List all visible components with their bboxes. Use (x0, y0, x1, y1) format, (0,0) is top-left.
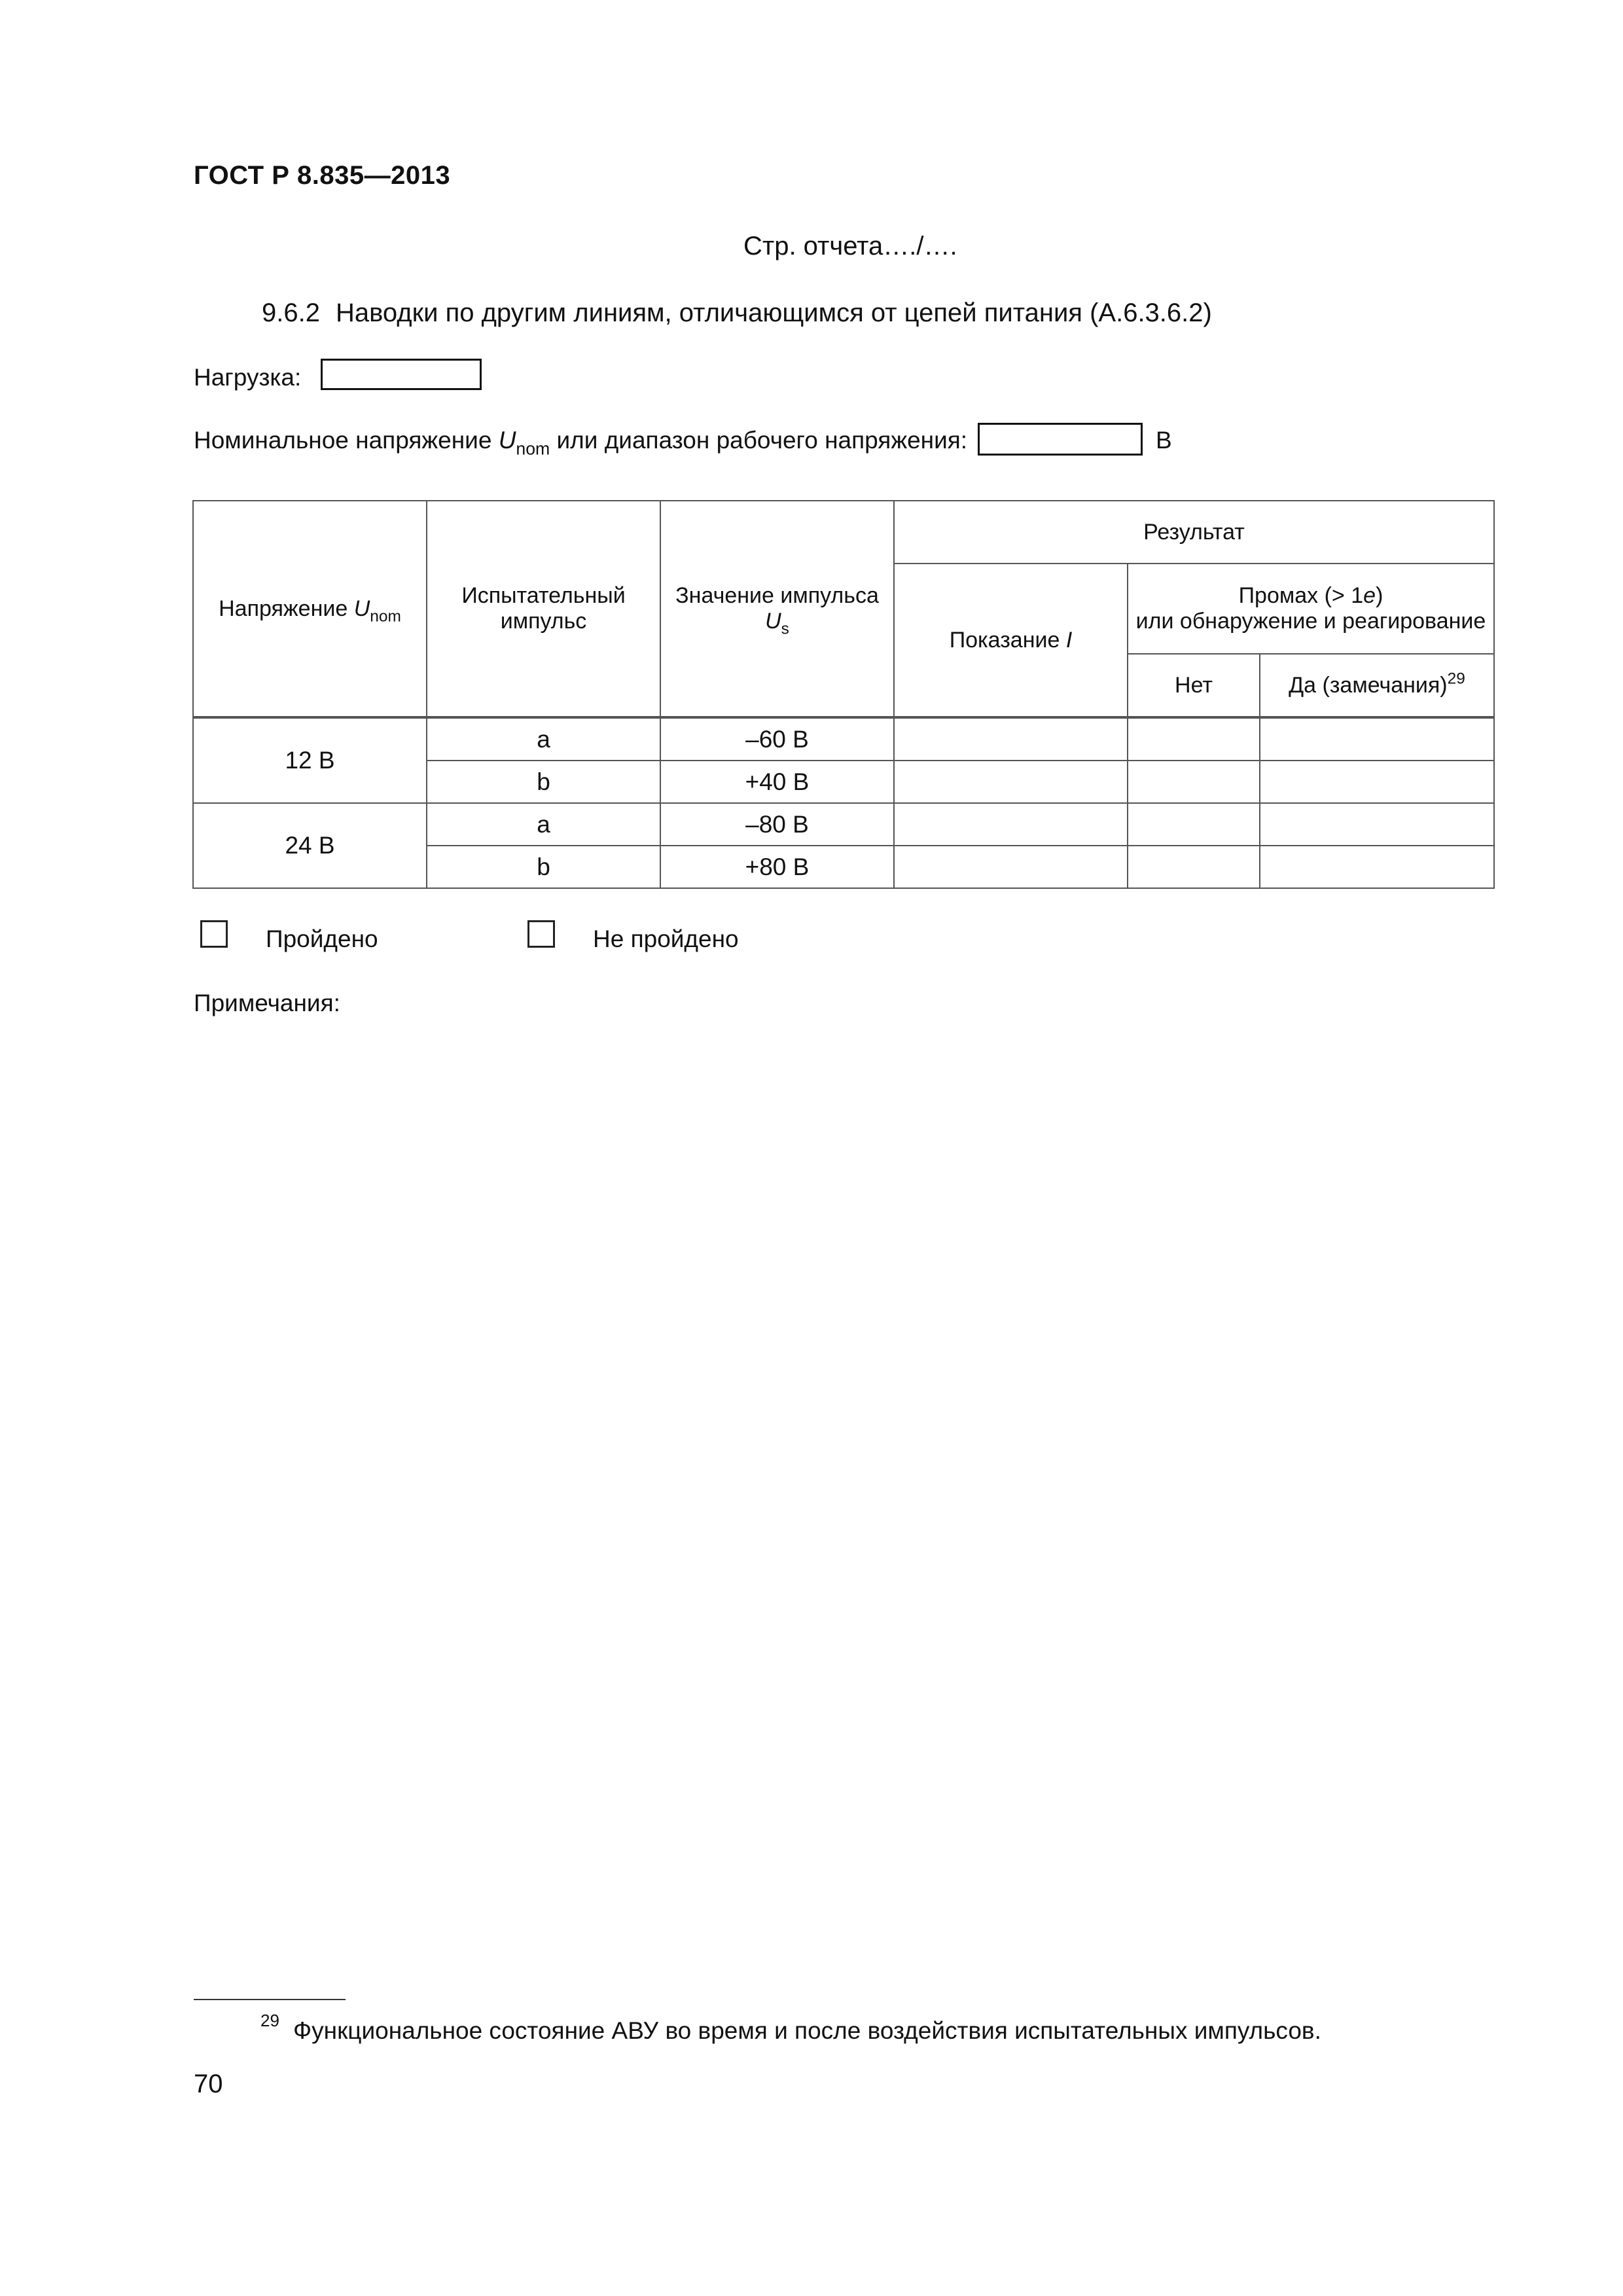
pulse-cell: b (427, 761, 660, 803)
report-page-counter: Стр. отчета…./…. (743, 232, 957, 260)
pulse-value-cell: +40 В (660, 761, 894, 803)
pulse-value-cell: –80 В (660, 803, 894, 846)
pulse-cell: a (427, 803, 660, 846)
col-header-miss: Промах (> 1e) или обнаружение и реагирование (1128, 564, 1494, 654)
footnote-divider (194, 1999, 346, 2000)
page-number: 70 (194, 2070, 223, 2098)
no-cell[interactable] (1128, 846, 1260, 888)
yes-cell[interactable] (1260, 761, 1494, 803)
footnote-mark: 29 (260, 2011, 279, 2030)
reading-cell[interactable] (894, 761, 1128, 803)
yes-cell[interactable] (1260, 718, 1494, 761)
col-header-yes: Да (замечания)$^{29}$ (1260, 654, 1494, 717)
section-heading (262, 298, 1212, 328)
yes-cell[interactable] (1260, 846, 1494, 888)
passed-label: Пройдено (266, 925, 378, 952)
pulse-cell: a (427, 718, 660, 761)
no-cell[interactable] (1128, 803, 1260, 846)
footnote-text: Функциональное состояние АВУ во время и после воздействия испытательных импульсов. (293, 2017, 1321, 2044)
load-field[interactable] (321, 359, 482, 390)
notes-label: Примечания: (194, 990, 340, 1016)
voltage-unit: В (1156, 427, 1172, 454)
reading-cell[interactable] (894, 846, 1128, 888)
section-number: 9.6.2 (262, 298, 320, 327)
col-header-reading: Показание I (894, 564, 1128, 717)
nominal-voltage-field[interactable] (978, 423, 1143, 456)
section-title: Наводки по другим линиям, отличающимся от цепей питания (А.6.3.6.2) (335, 298, 1212, 327)
failed-label: Не пройдено (593, 925, 739, 952)
col-header-test-pulse: Испытательный импульс (427, 501, 660, 717)
reading-cell[interactable] (894, 803, 1128, 846)
col-header-no: Нет (1128, 654, 1260, 717)
no-cell[interactable] (1128, 718, 1260, 761)
no-cell[interactable] (1128, 761, 1260, 803)
nominal-voltage-label: Номинальное напряжение $U_{nom}$ или диапазон рабочего напряжения: (194, 427, 968, 459)
pulse-cell: b (427, 846, 660, 888)
yes-cell[interactable] (1260, 803, 1494, 846)
col-header-voltage: Напряжение $U_{nom}$ (193, 501, 427, 717)
voltage-cell: 12 В (193, 718, 427, 803)
results-table (192, 500, 1495, 889)
passed-checkbox[interactable] (200, 920, 228, 948)
reading-cell[interactable] (894, 718, 1128, 761)
pulse-value-cell: –60 В (660, 718, 894, 761)
col-header-result: Результат (894, 501, 1494, 564)
pulse-value-cell: +80 В (660, 846, 894, 888)
col-header-pulse-value: Значение импульса $U_s$ (660, 501, 894, 717)
document-code: ГОСТ Р 8.835—2013 (194, 161, 451, 190)
load-label: Нагрузка: (194, 364, 302, 391)
table-row (193, 718, 1494, 761)
voltage-cell: 24 В (193, 803, 427, 888)
table-row (193, 803, 1494, 846)
failed-checkbox[interactable] (527, 920, 555, 948)
